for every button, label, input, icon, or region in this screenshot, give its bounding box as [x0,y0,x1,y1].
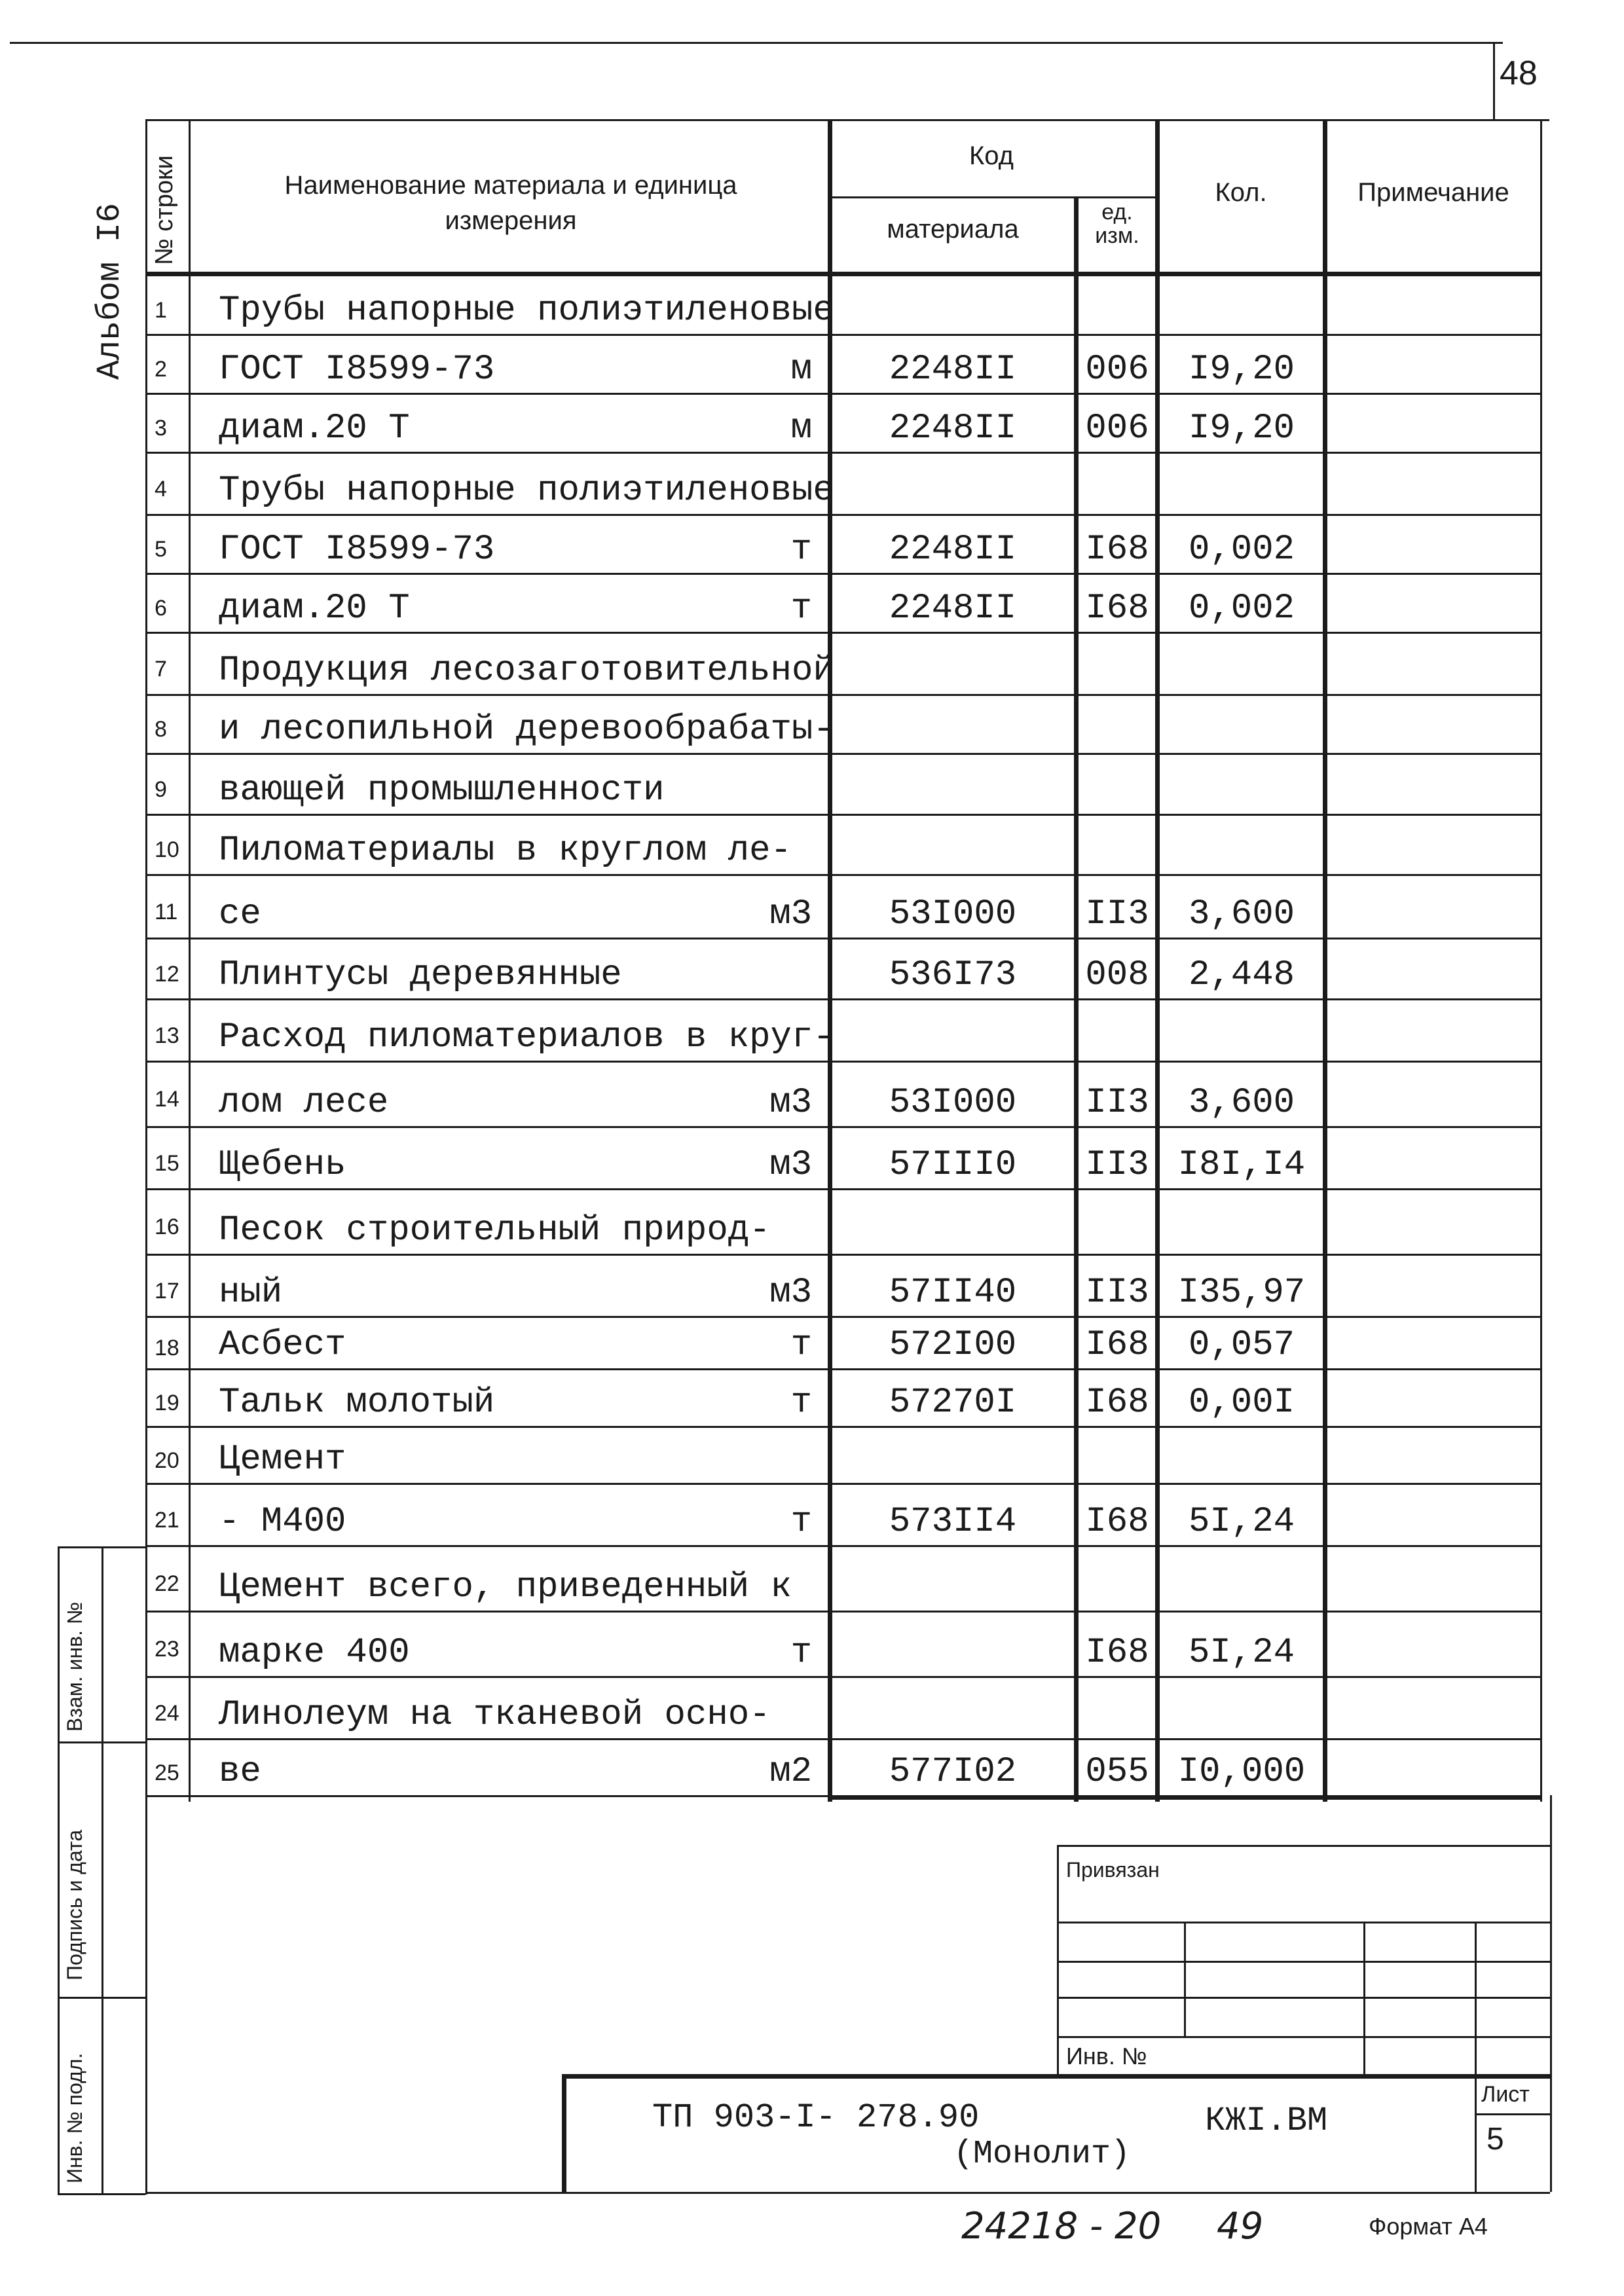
frame-bottom [145,2192,1550,2194]
row-quantity: 0,002 [1188,530,1295,570]
row-separator [145,573,1540,575]
row-name: ный [219,1273,283,1313]
row-separator [145,1368,1540,1370]
row-unit-code: I68 [1085,589,1149,629]
row-separator [145,998,1540,1000]
titleblock-left [562,2074,566,2192]
row-unit-code: II3 [1085,1145,1149,1185]
row-name: лом лесе [219,1083,389,1123]
header-unit: ед. изм. [1095,200,1139,248]
row-name: Продукция лесозаготовительной [219,651,834,691]
row-number: 9 [155,776,167,802]
row-number: 10 [155,837,179,862]
row-unit-code: I68 [1085,530,1149,570]
sheet-divider [1475,2113,1550,2115]
row-name: диам.20 Т [219,409,410,448]
page-number: 48 [1500,54,1538,92]
row-number: 4 [155,476,167,501]
frame-right [1540,119,1542,1802]
margin-podpis-data: Подпись и дата [63,1829,86,1980]
row-quantity: 3,600 [1188,894,1295,934]
row-separator [145,393,1540,395]
row-separator [145,632,1540,634]
sheet-value: 5 [1486,2122,1504,2157]
row-name: вающей промышленности [219,771,665,811]
row-unit-text: т [790,1325,812,1365]
row-unit-text: м3 [769,1273,812,1313]
sheet-label: Лист [1481,2082,1530,2107]
row-unit-text: м3 [769,1145,812,1185]
row-quantity: 3,600 [1188,1083,1295,1123]
row-separator [145,1676,1540,1678]
col-name-divider [828,119,832,1802]
row-quantity: I8I,I4 [1177,1145,1306,1185]
row-quantity: 0,00I [1188,1383,1295,1423]
row-number: 12 [155,961,179,987]
row-name: Цемент всего, приведенный к [219,1567,792,1607]
row-separator [145,1188,1540,1190]
titleblock-top [562,2074,1550,2079]
row-material-code: 2248II [889,589,1017,629]
col-unit-divider [1155,119,1160,1802]
row-number: 21 [155,1507,179,1533]
row-unit-code: I68 [1085,1502,1149,1542]
row-unit-code: 006 [1085,409,1149,448]
doc-mark: КЖI.ВМ [1205,2102,1328,2140]
header-row-no: № строки [151,155,178,265]
row-number: 3 [155,416,167,441]
row-unit-text: м3 [769,1083,812,1123]
row-material-code: 2248II [889,530,1017,570]
row-number: 18 [155,1336,179,1360]
row-name: ве [219,1752,261,1792]
row-quantity: 0,057 [1188,1325,1295,1365]
privyazan-top [1057,1845,1550,1847]
row-name: Плинтусы деревянные [219,955,622,995]
col-qty-divider [1323,119,1327,1802]
row-name: Трубы напорные полиэтиленовые [219,291,834,331]
doc-code: ТП 903-I- 278.90 [652,2098,980,2137]
header-material: материала [887,215,1019,244]
privyazan-label: Привязан [1066,1858,1160,1882]
margin-vzam-inv: Взам. инв. № [63,1601,86,1732]
row-number: 20 [155,1448,179,1473]
privyazan-vline-2 [1363,1922,1365,2074]
row-number: 1 [155,298,167,323]
row-unit-text: м [790,409,812,448]
row-number: 19 [155,1391,179,1415]
row-material-code: 2248II [889,350,1017,390]
row-number: 24 [155,1700,179,1726]
row-number: 5 [155,537,167,562]
header-note: Примечание [1357,178,1509,207]
col-no-divider [189,119,191,1802]
row-number: 13 [155,1023,179,1048]
row-quantity: 2,448 [1188,955,1295,995]
row-number: 22 [155,1571,179,1596]
row-name: диам.20 Т [219,589,410,629]
row-unit-code: 008 [1085,955,1149,995]
row-name: Тальк молотый [219,1383,495,1423]
row-unit-text: м2 [769,1752,812,1792]
margin-line-3 [58,1997,145,1999]
row-material-code: 57270I [889,1383,1017,1423]
row-separator [145,1316,1540,1318]
row-separator [145,1795,1540,1797]
row-number: 7 [155,656,167,682]
row-separator [145,452,1540,454]
titleblock-right [1550,1795,1552,2192]
row-material-code: 53I000 [889,1083,1017,1123]
row-separator [145,1254,1540,1256]
row-unit-text: т [790,530,812,570]
row-quantity: 0,002 [1188,589,1295,629]
privyazan-vline-1 [1184,1922,1186,2036]
row-separator [145,1738,1540,1740]
row-unit-code: II3 [1085,1273,1149,1313]
row-quantity: I0,000 [1177,1752,1306,1792]
row-separator [145,1126,1540,1128]
row-number: 2 [155,357,167,382]
row-material-code: 2248II [889,409,1017,448]
privyazan-left [1057,1845,1059,2074]
row-number: 8 [155,717,167,742]
row-material-code: 577I02 [889,1752,1017,1792]
row-unit-code: 006 [1085,350,1149,390]
row-name: марке 400 [219,1633,410,1673]
row-unit-code: II3 [1085,894,1149,934]
row-unit-code: I68 [1085,1633,1149,1673]
margin-line-2 [58,1741,145,1743]
margin-top-line [58,1546,145,1548]
row-name: - М400 [219,1502,346,1542]
privyazan-vline-3 [1475,1922,1477,2192]
header-bottom [145,272,1540,276]
row-number: 25 [155,1760,179,1785]
row-number: 6 [155,596,167,621]
row-separator [145,874,1540,876]
code-sub-line [828,196,1155,198]
row-unit-code: 055 [1085,1752,1149,1792]
row-name: се [219,894,261,934]
format-label: Формат А4 [1369,2213,1488,2240]
row-number: 14 [155,1087,179,1112]
margin-inv-podl: Инв. № подл. [63,2052,86,2183]
row-unit-text: т [790,1633,812,1673]
header-qty: Кол. [1215,178,1267,207]
row-name: Щебень [219,1145,346,1185]
row-unit-text: т [790,1383,812,1423]
header-top [145,119,1540,121]
row-number: 17 [155,1278,179,1303]
row-material-code: 536I73 [889,955,1017,995]
margin-bottom-line [58,2193,145,2195]
page-box-left [1493,42,1495,119]
doc-sub: (Монолит) [953,2136,1131,2173]
row-material-code: 57II40 [889,1273,1017,1313]
row-name: Цемент [219,1440,346,1480]
row-number: 23 [155,1637,179,1662]
row-number: 16 [155,1214,179,1239]
row-name: Линолеум на тканевой осно- [219,1695,771,1735]
row-quantity: I9,20 [1188,409,1295,448]
header-name: Наименование материала и единица измерения [284,171,737,235]
row-material-code: 572I00 [889,1325,1017,1365]
row-material-code: 57III0 [889,1145,1017,1185]
handwritten-number-2: 49 [1217,2205,1264,2248]
row-separator [145,1545,1540,1547]
frame-left [145,119,147,2195]
row-name: Трубы напорные полиэтиленовые [219,471,834,511]
row-separator [145,694,1540,696]
row-unit-text: м [790,350,812,390]
handwritten-number: 24218 - 20 [961,2205,1162,2248]
row-quantity: I35,97 [1177,1273,1306,1313]
row-separator [145,334,1540,336]
margin-left-line [58,1546,60,2195]
row-separator [145,1426,1540,1428]
album-label: Альбом I6 [92,202,129,380]
row-name: Пиломатериалы в круглом ле- [219,831,792,871]
row-name: ГОСТ I8599-73 [219,530,495,570]
row-unit-text: т [790,1502,812,1542]
row-name: Расход пиломатериалов в круг- [219,1017,834,1057]
row-name: Песок строительный природ- [219,1211,771,1250]
top-rule [10,42,1503,44]
row-separator [145,938,1540,939]
row-unit-text: м3 [769,894,812,934]
row-separator [145,1061,1540,1063]
row-separator [145,514,1540,516]
row-unit-code: II3 [1085,1083,1149,1123]
row-separator [145,753,1540,755]
row-unit-text: т [790,589,812,629]
row-quantity: 5I,24 [1188,1502,1295,1542]
row-material-code: 573II4 [889,1502,1017,1542]
margin-mid-line [101,1546,103,2195]
row-quantity: I9,20 [1188,350,1295,390]
row-separator [145,1611,1540,1613]
row-separator [145,1483,1540,1485]
row-name: и лесопильной деревообрабаты- [219,710,834,750]
row-unit-code: I68 [1085,1325,1149,1365]
row-unit-code: I68 [1085,1383,1149,1423]
row-name: ГОСТ I8599-73 [219,350,495,390]
inv-no-label: Инв. № [1066,2043,1147,2069]
row-material-code: 53I000 [889,894,1017,934]
row-number: 15 [155,1150,179,1176]
row-name: Асбест [219,1325,346,1365]
row-number: 11 [155,899,178,924]
header-code: Код [969,141,1014,170]
row-quantity: 5I,24 [1188,1633,1295,1673]
row-separator [145,814,1540,816]
